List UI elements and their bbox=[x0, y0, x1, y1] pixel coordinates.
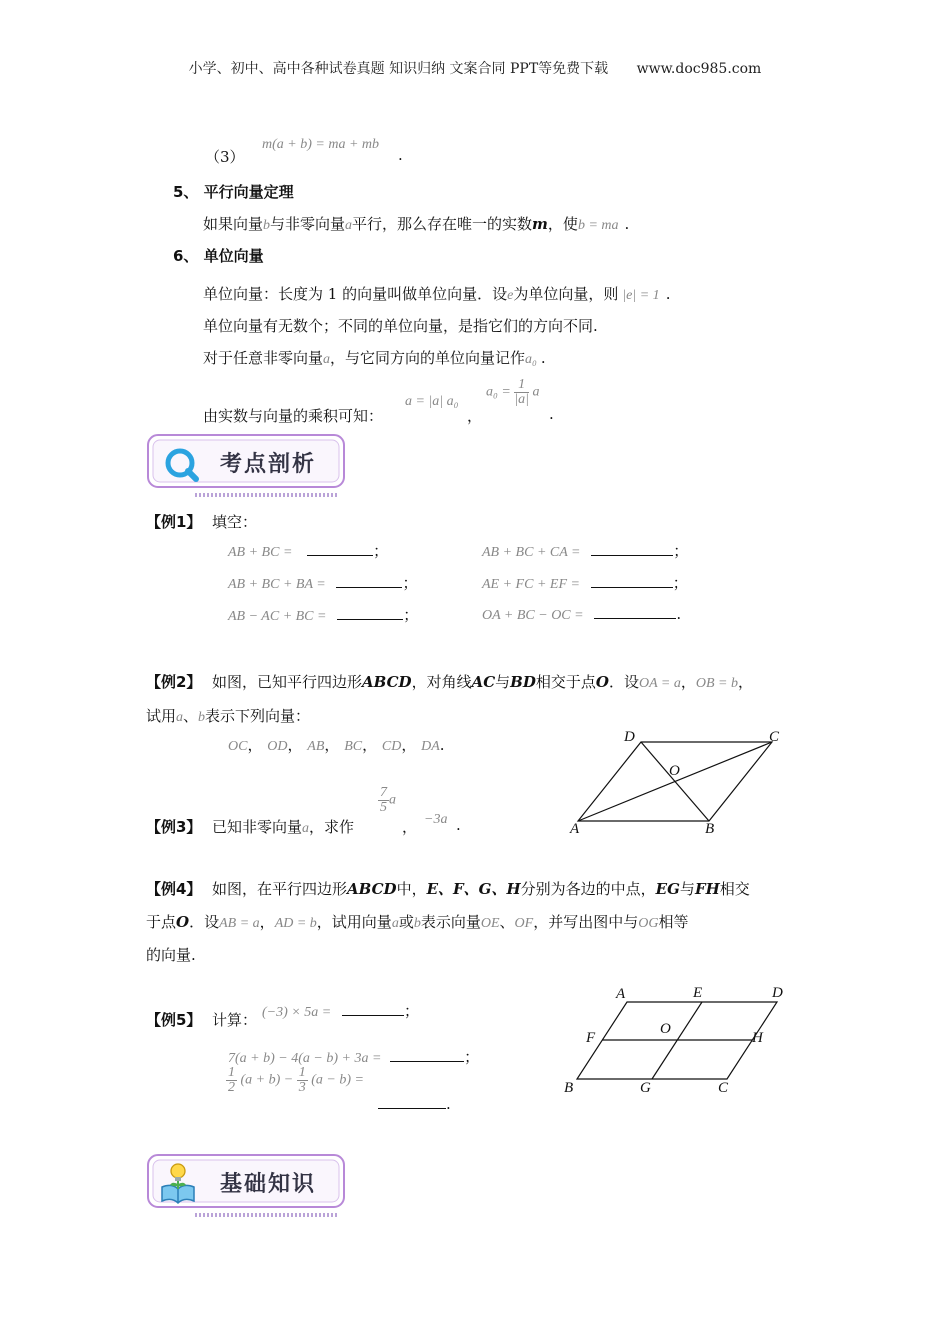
text: . bbox=[665, 285, 671, 303]
text: . bbox=[624, 215, 630, 233]
calc-1 bbox=[262, 1000, 419, 1021]
vector-b: b bbox=[198, 710, 206, 725]
text: 或 bbox=[398, 913, 414, 931]
parallelogram-figure-2 bbox=[556, 980, 796, 1100]
center-label-o: O bbox=[660, 1021, 671, 1037]
text: 中， bbox=[396, 880, 427, 898]
fraction bbox=[297, 1066, 308, 1095]
text: 试用 bbox=[146, 707, 177, 725]
banner-jichu bbox=[146, 1153, 346, 1217]
text: ， bbox=[287, 736, 303, 754]
vector-b: b bbox=[413, 916, 421, 931]
text: ； bbox=[403, 1002, 419, 1020]
fill-item bbox=[228, 540, 388, 561]
section-6-line-1 bbox=[203, 283, 670, 304]
calc-3-answer bbox=[378, 1094, 451, 1113]
vector-a: a bbox=[176, 710, 184, 725]
section-6-title: 6、 单位向量 bbox=[173, 247, 264, 265]
period: . bbox=[549, 405, 554, 423]
var: E、F、G、H bbox=[426, 880, 521, 898]
vector: CD bbox=[381, 739, 402, 754]
vector-a: a bbox=[345, 218, 353, 233]
text: 与 bbox=[679, 880, 695, 898]
expression: AB − AC + BC = bbox=[228, 609, 327, 624]
expression: AB + BC + BA = bbox=[228, 577, 326, 592]
expression: (a − b) = bbox=[311, 1072, 364, 1088]
vertex-label-f: F bbox=[586, 1030, 596, 1046]
text: 表示向量 bbox=[420, 913, 481, 931]
var: O bbox=[176, 913, 190, 931]
text: ，与它同方向的单位向量记作 bbox=[330, 349, 526, 367]
vertex-label-g: G bbox=[640, 1080, 651, 1096]
text: 相交于点 bbox=[535, 673, 596, 691]
header-text: 小学、初中、高中各种试卷真题 知识归纳 文案合同 PPT等免费下载 bbox=[188, 61, 609, 77]
text: 分别为各边的中点， bbox=[520, 880, 656, 898]
vector: DA bbox=[421, 739, 440, 754]
denominator: 3 bbox=[298, 1080, 306, 1095]
expression: 7(a + b) − 4(a − b) + 3a = bbox=[228, 1051, 382, 1066]
comma: ， bbox=[467, 407, 483, 425]
answer-blank[interactable] bbox=[342, 1001, 404, 1016]
denominator: 5 bbox=[380, 800, 387, 815]
banner-kaodian bbox=[146, 433, 346, 497]
fill-item bbox=[228, 572, 417, 593]
fraction bbox=[514, 378, 529, 407]
parallelogram-figure-1 bbox=[562, 725, 792, 840]
section-5-line bbox=[203, 213, 629, 234]
text: 相等 bbox=[658, 913, 689, 931]
text: 单位向量：长度为 1 的向量叫做单位向量．设 bbox=[203, 285, 508, 303]
var: ABCD bbox=[362, 673, 412, 691]
var: ABCD bbox=[347, 880, 397, 898]
text: ； bbox=[402, 574, 418, 592]
text: ， bbox=[247, 736, 263, 754]
text: 于点 bbox=[146, 913, 177, 931]
vector-a: a bbox=[389, 792, 396, 808]
var: BD bbox=[510, 673, 536, 691]
text: 已知非零向量 bbox=[212, 818, 303, 836]
var: AC bbox=[471, 673, 496, 691]
text: ； bbox=[672, 574, 688, 592]
answer-blank[interactable] bbox=[390, 1047, 464, 1062]
negative-3a: −3a bbox=[424, 812, 448, 827]
text: 相交 bbox=[719, 880, 750, 898]
text: ．设 bbox=[608, 673, 639, 691]
unit-vector-a0: a₀ bbox=[525, 352, 537, 367]
vector: OG bbox=[638, 916, 659, 931]
text: ， bbox=[259, 913, 275, 931]
center-label-o: O bbox=[669, 763, 680, 779]
text: ，并写出图中与 bbox=[533, 913, 639, 931]
formula: AB = a bbox=[219, 916, 260, 931]
vertex-label-a: A bbox=[616, 986, 626, 1002]
vertex-label-d: D bbox=[624, 729, 635, 745]
formula: OA = a bbox=[638, 676, 681, 691]
text: ， bbox=[401, 736, 417, 754]
answer-blank[interactable] bbox=[337, 605, 403, 620]
fraction bbox=[378, 786, 389, 815]
page-header bbox=[0, 58, 950, 78]
text: ， bbox=[324, 736, 340, 754]
expression: OA + BC − OC = bbox=[482, 608, 584, 623]
banner-title: 考点剖析 bbox=[220, 452, 317, 477]
expression: AB + BC = bbox=[228, 545, 293, 560]
answer-blank[interactable] bbox=[591, 573, 673, 588]
text: . bbox=[439, 736, 445, 754]
text: ，试用向量 bbox=[316, 913, 392, 931]
banner-title: 基础知识 bbox=[220, 1172, 317, 1197]
vector-e: e bbox=[507, 288, 514, 303]
expression: (−3) × 5a = bbox=[262, 1005, 332, 1020]
vertex-label-h: H bbox=[752, 1030, 763, 1046]
example-1-intro: 填空： bbox=[212, 513, 258, 531]
unit-vector-formula bbox=[486, 378, 540, 407]
text: ， bbox=[737, 673, 753, 691]
section-6-line-4-text: 由实数与向量的乘积可知： bbox=[203, 407, 384, 425]
vector-a: a bbox=[391, 916, 399, 931]
formula-rhs: a bbox=[532, 384, 540, 400]
fill-item bbox=[482, 540, 688, 561]
item-3 bbox=[205, 146, 245, 167]
text: 如果向量 bbox=[203, 215, 264, 233]
text: ； bbox=[673, 542, 689, 560]
text: 、 bbox=[499, 913, 515, 931]
vector: OF bbox=[514, 916, 534, 931]
fill-item bbox=[228, 604, 418, 625]
section-5-title: 5、 平行向量定理 bbox=[173, 183, 294, 201]
vector-b: b bbox=[263, 218, 271, 233]
text: 与非零向量 bbox=[270, 215, 346, 233]
vector: OC bbox=[228, 739, 248, 754]
var: EG bbox=[655, 880, 680, 898]
text: 表示下列向量： bbox=[205, 707, 311, 725]
formula-lhs: a₀ = bbox=[486, 384, 511, 400]
vertex-label-a: A bbox=[570, 821, 580, 837]
text: 为单位向量，则 bbox=[513, 285, 619, 303]
text: ，对角线 bbox=[411, 673, 472, 691]
vector: OD bbox=[267, 739, 288, 754]
var: FH bbox=[694, 880, 720, 898]
example-2-line-2 bbox=[146, 705, 310, 726]
calc-2 bbox=[228, 1033, 479, 1067]
text: . bbox=[540, 349, 546, 367]
text: 、 bbox=[183, 707, 199, 725]
example-4-line-1 bbox=[212, 878, 750, 899]
example-2-vectors bbox=[228, 734, 445, 755]
vector: OE bbox=[480, 916, 500, 931]
text: 对于任意非零向量 bbox=[203, 349, 324, 367]
unit-norm-formula: |e| = 1 bbox=[622, 288, 660, 303]
example-5-intro: 计算： bbox=[212, 1011, 258, 1029]
section-6-line-2: 单位向量有无数个；不同的单位向量，是指它们的方向不同. bbox=[203, 317, 598, 335]
numerator: 1 bbox=[298, 1065, 306, 1080]
text: 如图，在平行四边形 bbox=[212, 880, 348, 898]
fraction-7-5a bbox=[378, 786, 396, 815]
fill-item bbox=[482, 572, 688, 593]
text: ，求作 bbox=[309, 818, 355, 836]
period: . bbox=[456, 816, 461, 834]
example-2-line-1 bbox=[212, 671, 753, 692]
text: ．设 bbox=[189, 913, 220, 931]
text: ，使 bbox=[547, 215, 578, 233]
answer-blank[interactable] bbox=[378, 1094, 446, 1109]
comma: ， bbox=[402, 818, 418, 836]
example-4-line-3: 的向量. bbox=[146, 946, 196, 964]
text: ， bbox=[362, 736, 378, 754]
example-4-line-2 bbox=[146, 911, 688, 932]
parallel-formula: b = ma bbox=[577, 218, 619, 233]
example-3-text bbox=[212, 816, 354, 837]
text: 与 bbox=[495, 673, 511, 691]
vector-a: a bbox=[302, 821, 310, 836]
formula: AD = b bbox=[274, 916, 317, 931]
var: O bbox=[595, 673, 609, 691]
vertex-label-b: B bbox=[705, 821, 715, 837]
expression: AE + FC + EF = bbox=[482, 577, 580, 592]
expression: AB + BC + CA = bbox=[482, 545, 581, 560]
item-3-label: （3） bbox=[205, 148, 245, 166]
calc-3 bbox=[226, 1066, 364, 1095]
header-site: www.doc985.com bbox=[636, 61, 762, 77]
vector: BC bbox=[344, 739, 363, 754]
formula: OB = b bbox=[695, 676, 738, 691]
vertex-label-d: D bbox=[772, 985, 783, 1001]
vector: AB bbox=[307, 739, 325, 754]
section-6-line-3 bbox=[203, 347, 546, 368]
answer-blank[interactable] bbox=[336, 573, 402, 588]
expression: (a + b) − bbox=[240, 1072, 294, 1088]
item-3-end: . bbox=[398, 146, 403, 164]
example-4-label: 【例4】 bbox=[146, 880, 202, 898]
example-1-label: 【例1】 bbox=[146, 513, 202, 531]
vertex-label-b: B bbox=[564, 1080, 574, 1096]
text: 如图，已知平行四边形 bbox=[212, 673, 363, 691]
fill-item bbox=[482, 604, 681, 624]
text: . bbox=[446, 1095, 451, 1113]
numerator: 1 bbox=[228, 1065, 235, 1080]
denominator: 2 bbox=[228, 1080, 235, 1095]
answer-blank[interactable] bbox=[594, 604, 676, 619]
numerator: 1 bbox=[514, 378, 529, 393]
magnitude-formula: a = |a| a₀ bbox=[405, 394, 459, 409]
var-m: m bbox=[532, 215, 548, 233]
denominator: |a| bbox=[514, 392, 530, 407]
numerator: 7 bbox=[380, 785, 387, 800]
text: 平行，那么存在唯一的实数 bbox=[352, 215, 533, 233]
answer-blank[interactable] bbox=[307, 541, 373, 556]
text: ； bbox=[464, 1048, 480, 1066]
text: . bbox=[676, 605, 682, 623]
example-3-label: 【例3】 bbox=[146, 818, 202, 836]
vertex-label-e: E bbox=[693, 985, 703, 1001]
answer-blank[interactable] bbox=[591, 541, 673, 556]
text: ， bbox=[680, 673, 696, 691]
vector-a: a bbox=[323, 352, 331, 367]
fraction bbox=[226, 1066, 237, 1095]
vertex-label-c: C bbox=[769, 729, 780, 745]
text: ； bbox=[403, 606, 419, 624]
text: ； bbox=[373, 542, 389, 560]
distributive-formula: m(a + b) = ma + mb bbox=[262, 137, 379, 152]
vertex-label-c: C bbox=[718, 1080, 729, 1096]
example-2-label: 【例2】 bbox=[146, 673, 202, 691]
example-5-label: 【例5】 bbox=[146, 1011, 202, 1029]
